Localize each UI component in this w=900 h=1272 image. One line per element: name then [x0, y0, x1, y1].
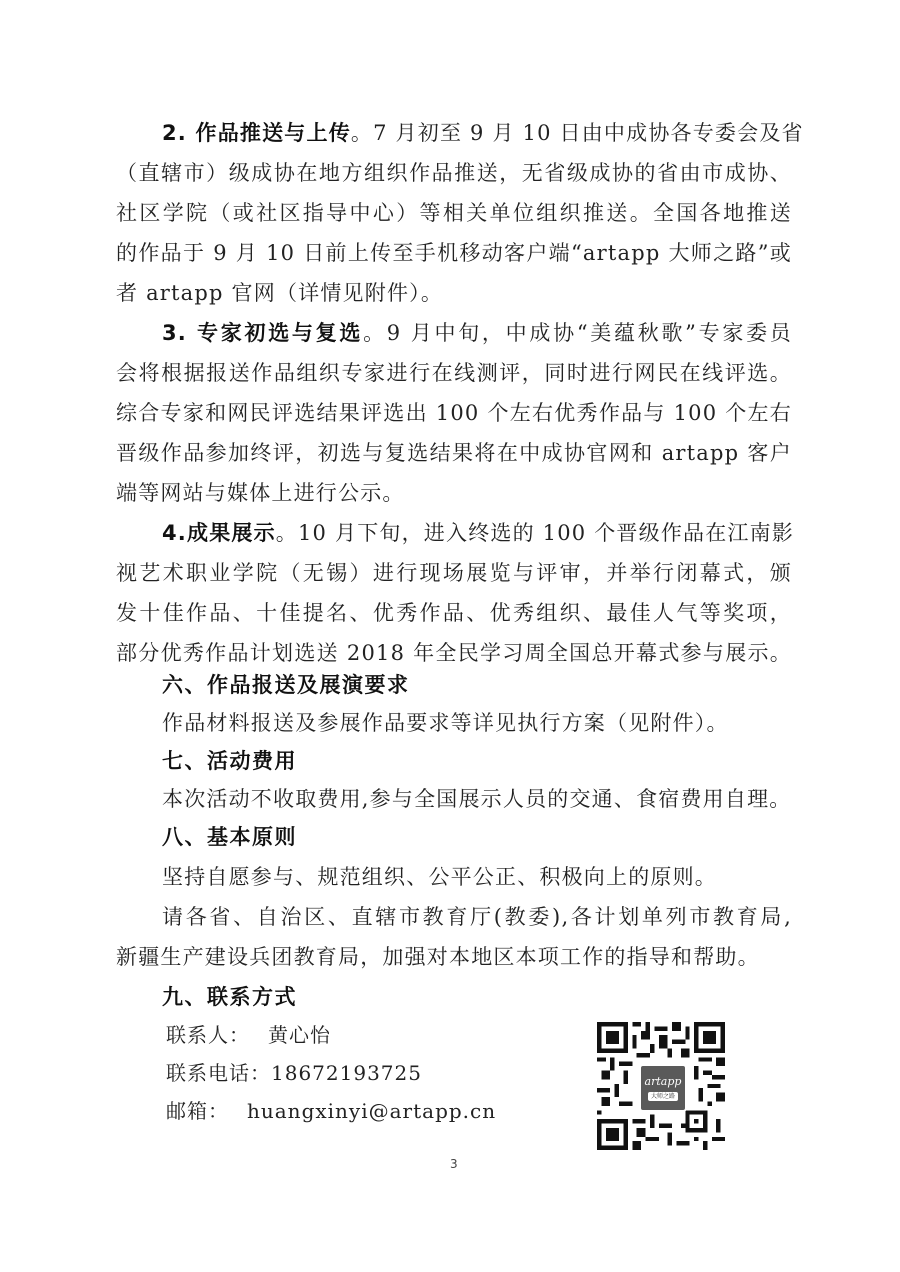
section-9-heading: 九、联系方式 [162, 985, 297, 1009]
section-8-paragraph-2-line-1: 请各省、自治区、直辖市教育厅(教委),各计划单列市教育局, [162, 905, 792, 929]
item-3-line-1: 3. 专家初选与复选。9 月中旬，中成协“美蕴秋歌”专家委员 [162, 321, 792, 345]
qr-logo-brand: artapp [644, 1075, 682, 1088]
item-4-title: 4.成果展示 [162, 521, 276, 545]
page-number: 3 [450, 1157, 458, 1171]
item-3-line-5: 端等网站与媒体上进行公示。 [116, 481, 405, 505]
qr-code [597, 1022, 725, 1150]
section-8-paragraph-1: 坚持自愿参与、规范组织、公平公正、积极向上的原则。 [162, 865, 717, 889]
item-3-title: 3. 专家初选与复选 [162, 321, 364, 345]
item-4-line-1: 4.成果展示。10 月下旬，进入终选的 100 个晋级作品在江南影 [162, 521, 795, 545]
contact-phone-number: 18672193725 [271, 1061, 422, 1085]
section-7-paragraph: 本次活动不收取费用,参与全国展示人员的交通、食宿费用自理。 [162, 787, 792, 811]
item-2-line-4: 的作品于 9 月 10 日前上传至手机移动客户端“artapp 大师之路”或 [116, 241, 792, 265]
item-2-title: 2. 作品推送与上传 [162, 121, 351, 145]
contact-phone: 联系电话：18672193725 [166, 1061, 422, 1085]
section-8-heading: 八、基本原则 [162, 825, 297, 849]
item-2-line-5: 者 artapp 官网（详情见附件）。 [116, 281, 444, 305]
contact-email-address: huangxinyi@artapp.cn [247, 1099, 497, 1123]
item-2-line-3: 社区学院（或社区指导中心）等相关单位组织推送。全国各地推送 [116, 201, 792, 225]
item-4-line-2: 视艺术职业学院（无锡）进行现场展览与评审，并举行闭幕式，颁 [116, 561, 792, 585]
section-7-heading: 七、活动费用 [162, 749, 297, 773]
item-4-line-4: 部分优秀作品计划选送 2018 年全民学习周全国总开幕式参与展示。 [116, 641, 792, 665]
item-2-line-1: 2. 作品推送与上传。7 月初至 9 月 10 日由中成协各专委会及省 [162, 121, 804, 145]
item-3-line-4: 晋级作品参加终评，初选与复选结果将在中成协官网和 artapp 客户 [116, 441, 792, 465]
item-2-line-2: （直辖市）级成协在地方组织作品推送，无省级成协的省由市成协、 [116, 161, 792, 185]
contact-email: 邮箱： huangxinyi@artapp.cn [166, 1099, 497, 1123]
contact-person-name: 黄心怡 [268, 1023, 331, 1047]
item-3-line-3: 综合专家和网民评选结果评选出 100 个左右优秀作品与 100 个左右 [116, 401, 792, 425]
qr-logo-tagline: 大师之路 [648, 1092, 678, 1101]
qr-logo [639, 1064, 687, 1112]
section-6-paragraph: 作品材料报送及参展作品要求等详见执行方案（见附件）。 [162, 711, 729, 735]
item-3-line-2: 会将根据报送作品组织专家进行在线测评，同时进行网民在线评选。 [116, 361, 792, 385]
section-6-heading: 六、作品报送及展演要求 [162, 673, 410, 697]
contact-person: 联系人： 黄心怡 [166, 1023, 331, 1047]
item-4-line-3: 发十佳作品、十佳提名、优秀作品、优秀组织、最佳人气等奖项， [116, 601, 792, 625]
section-8-paragraph-2-line-2: 新疆生产建设兵团教育局，加强对本地区本项工作的指导和帮助。 [116, 945, 760, 969]
